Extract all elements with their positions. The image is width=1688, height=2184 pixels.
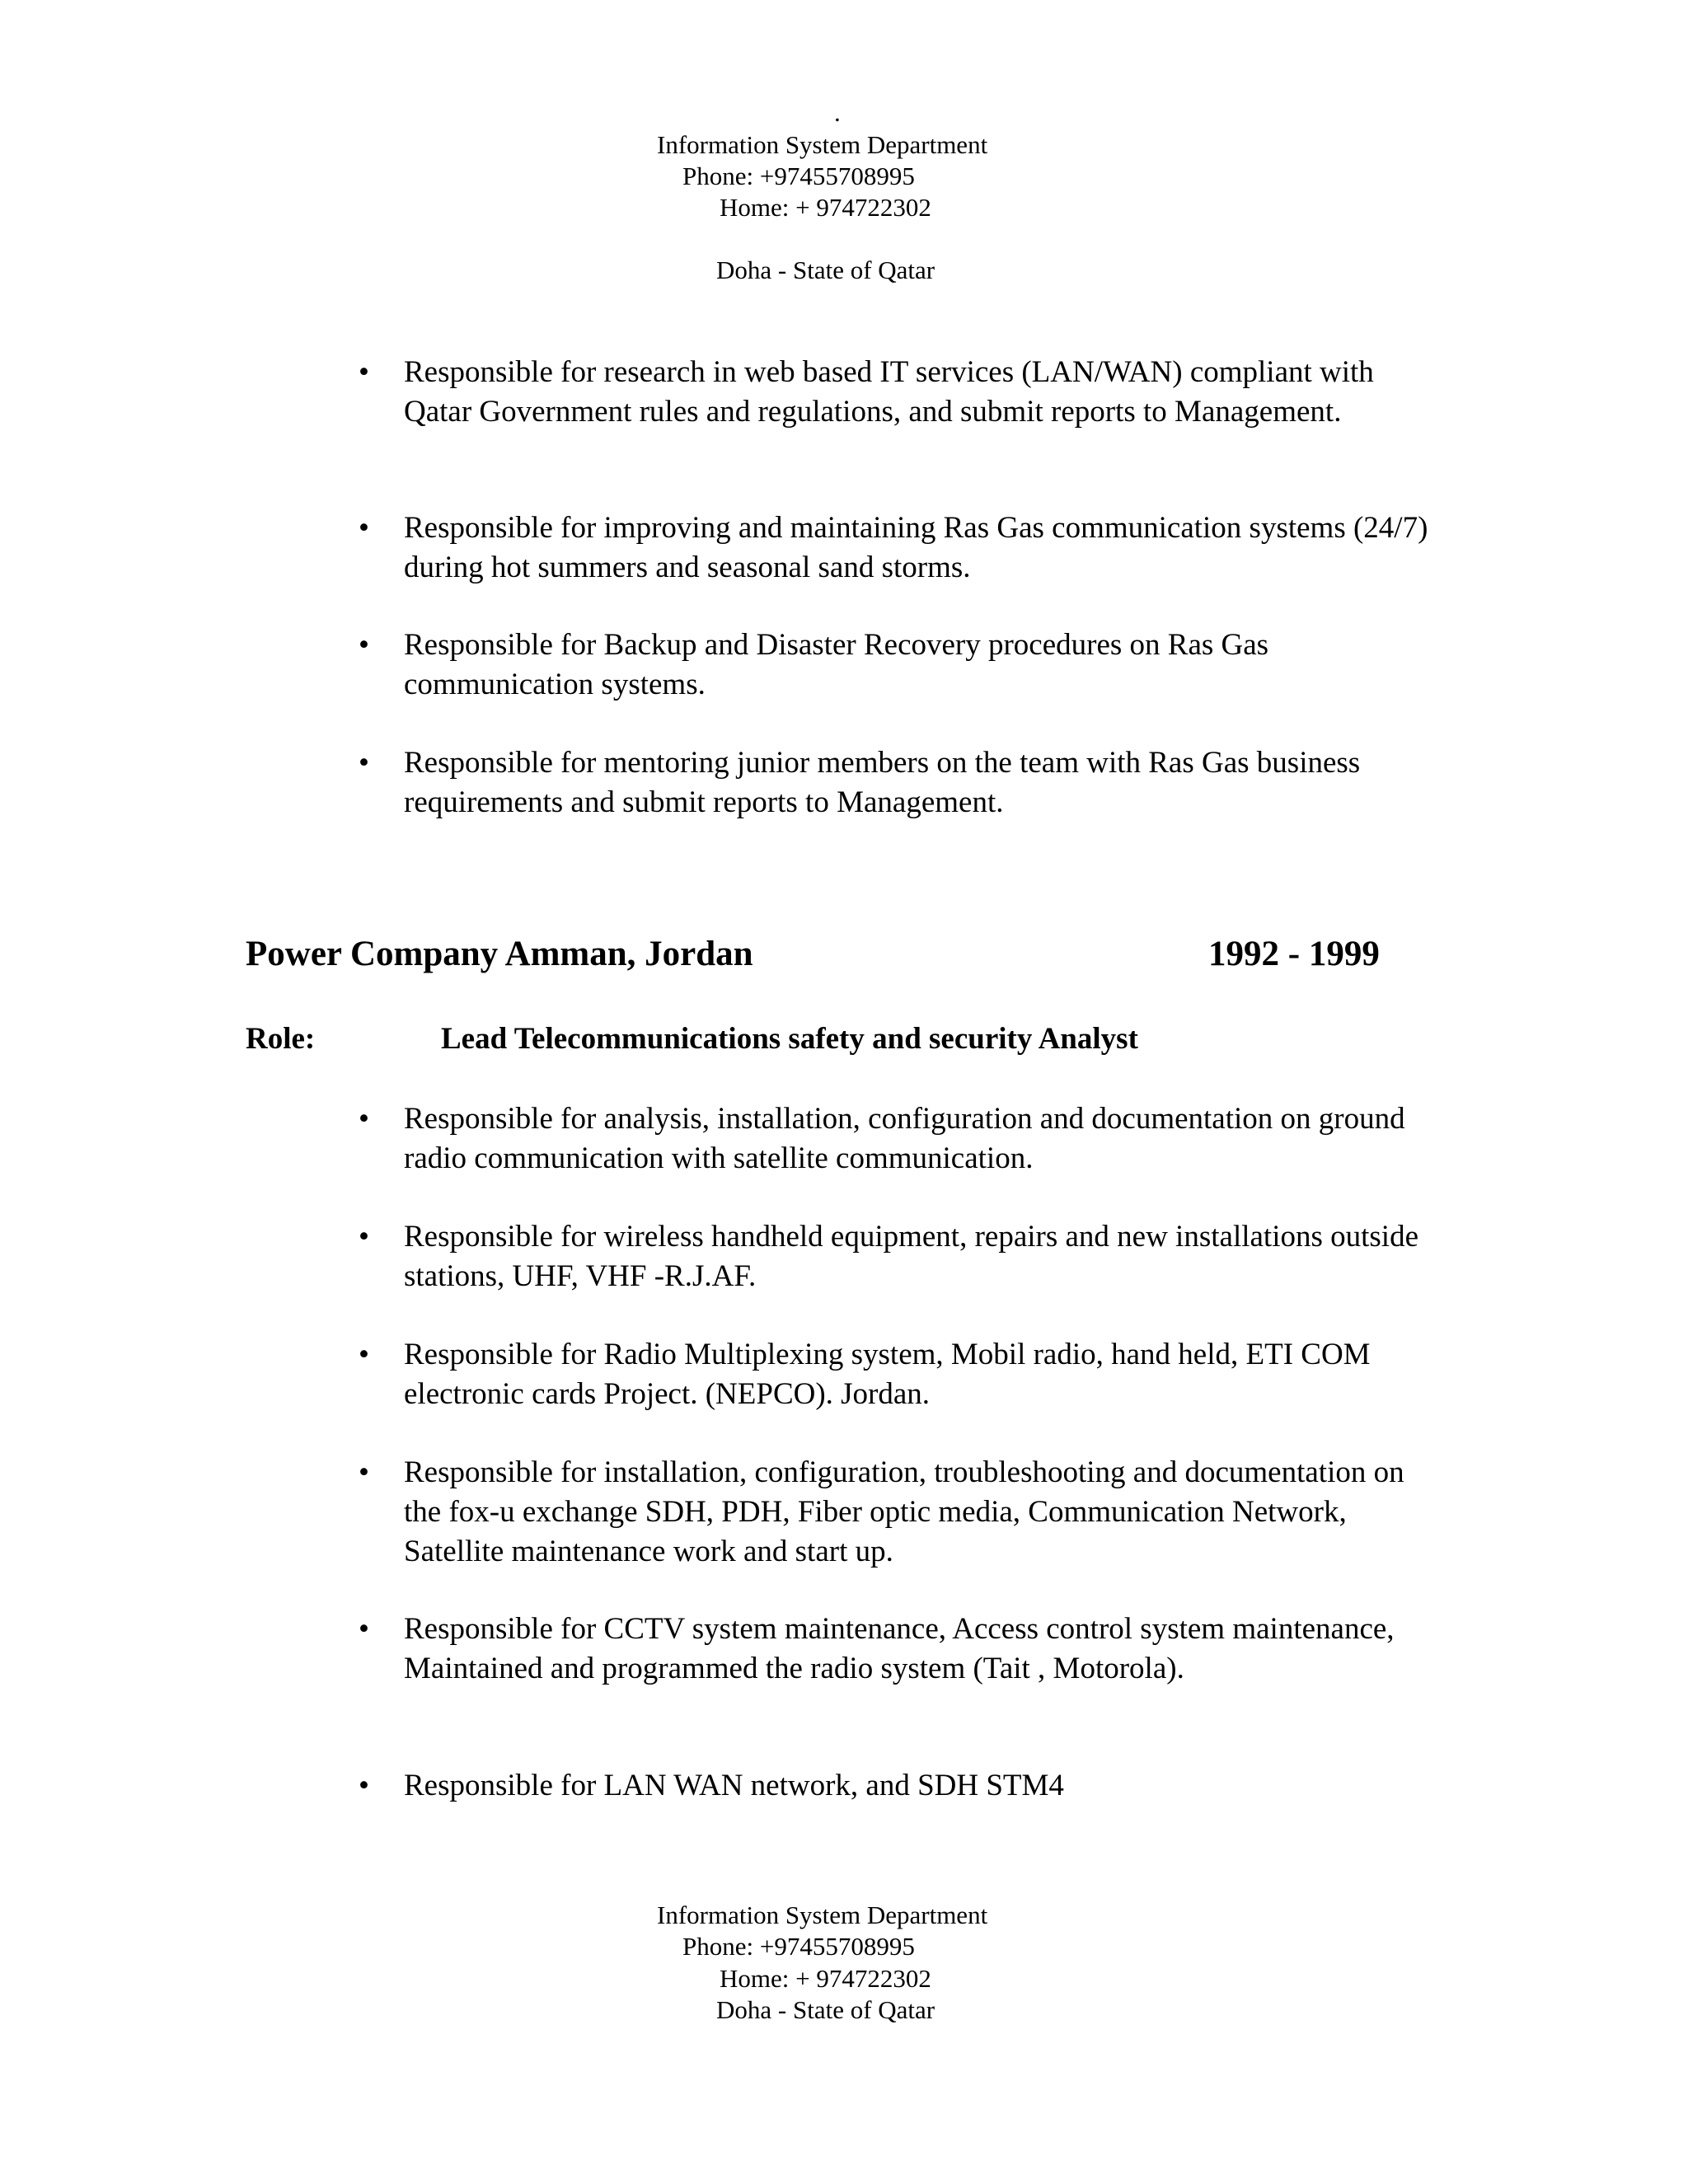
role-title: Lead Telecommunications safety and security Analyst — [441, 1022, 1138, 1056]
list-item-text: Responsible for analysis, installation, configuration and documentation on ground radio communication with satellite communication. — [404, 1102, 1405, 1175]
bullet-icon: • — [359, 628, 369, 662]
footer-department: Information System Department — [657, 1900, 988, 1929]
header-dot: . — [834, 98, 841, 127]
bullet-icon: • — [359, 1612, 369, 1646]
company-heading: Power Company Amman, Jordan — [246, 935, 753, 973]
bullet-icon: • — [359, 1102, 369, 1136]
bullet-icon: • — [359, 746, 369, 780]
list-item-text: Responsible for LAN WAN network, and SDH STM4 — [404, 1769, 1064, 1802]
bullet-icon: • — [359, 1455, 369, 1489]
list-item — [359, 1610, 1442, 1689]
header-department: Information System Department — [657, 130, 988, 159]
list-item-text: Responsible for CCTV system maintenance, Access control system maintenance, Maintained and programmed the radio system (Tait , Motorola). — [404, 1612, 1395, 1685]
bullet-icon: • — [359, 1338, 369, 1371]
list-item — [359, 1335, 1442, 1414]
list-item — [359, 743, 1442, 823]
list-item-text: Responsible for Radio Multiplexing system, Mobil radio, hand held, ETI COM electronic cards Project. (NEPCO). Jordan. — [404, 1338, 1371, 1411]
list-item — [359, 1217, 1442, 1296]
list-item — [359, 353, 1442, 432]
list-item-text: Responsible for mentoring junior members on the team with Ras Gas business requirements and submit reports to Management. — [404, 746, 1361, 819]
footer-location: Doha - State of Qatar — [716, 1995, 935, 2024]
list-item-text: Responsible for wireless handheld equipment, repairs and new installations outside stations, UHF, VHF -R.J.AF. — [404, 1220, 1419, 1293]
footer-home: Home: + 974722302 — [720, 1964, 931, 1993]
header-home: Home: + 974722302 — [720, 193, 931, 222]
list-item — [359, 626, 1442, 705]
list-item-text: Responsible for Backup and Disaster Recovery procedures on Ras Gas communication systems. — [404, 628, 1269, 701]
list-item — [359, 1099, 1442, 1179]
list-item-text: Responsible for improving and maintaining Ras Gas communication systems (24/7) during hot summers and seasonal sand storms. — [404, 511, 1428, 584]
header-location: Doha - State of Qatar — [716, 255, 935, 284]
bullet-icon: • — [359, 511, 369, 545]
bullet-icon: • — [359, 355, 369, 389]
list-item-text: Responsible for installation, configuration, troubleshooting and documentation on the fox-u exchange SDH, PDH, Fiber optic media, Communication Network, Satellite maintenance work and start up. — [404, 1455, 1404, 1568]
list-item-text: Responsible for research in web based IT services (LAN/WAN) compliant with Qatar Government rules and regulations, and submit reports to Management. — [404, 355, 1374, 429]
employment-years: 1992 - 1999 — [1208, 935, 1380, 973]
header-phone: Phone: +97455708995 — [682, 162, 915, 190]
role-label: Role: — [246, 1022, 316, 1056]
bullet-icon: • — [359, 1220, 369, 1254]
bullet-icon: • — [359, 1769, 369, 1802]
list-item — [359, 1453, 1442, 1572]
footer-phone: Phone: +97455708995 — [682, 1932, 915, 1961]
list-item — [359, 1766, 1442, 1806]
list-item — [359, 509, 1442, 588]
